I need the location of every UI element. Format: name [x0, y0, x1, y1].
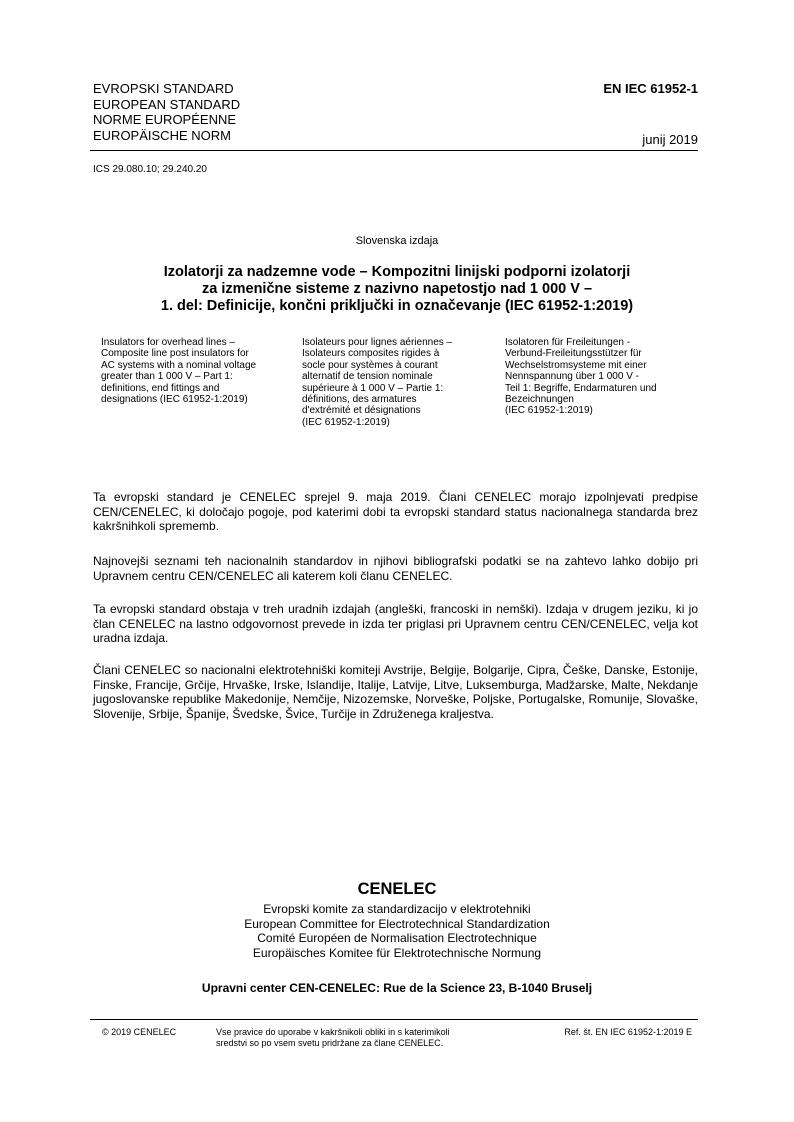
- committee-name-de: Europäisches Komitee für Elektrotechnische Normung: [252, 945, 542, 960]
- committee-names: [0, 902, 794, 960]
- translation-line: greater than 1 000 V – Part 1:: [101, 371, 233, 383]
- translation-line: Isolateurs pour lignes aériennes –: [302, 337, 453, 348]
- standard-name-sl: EVROPSKI STANDARD: [93, 81, 234, 96]
- translation-line: Isolatoren für Freileitungen -: [505, 337, 631, 348]
- standard-number: EN IEC 61952-1: [603, 81, 698, 96]
- title-line: 1. del: Definicije, končni priključki in označevanje (IEC 61952-1:2019): [160, 298, 634, 314]
- translation-line: définitions, des armatures: [302, 394, 417, 406]
- publication-date: junij 2019: [642, 132, 698, 147]
- translation-line: AC systems with a nominal voltage: [101, 359, 257, 371]
- translation-line: designations (IEC 61952-1:2019): [101, 394, 248, 406]
- title-line: za izmenične sisteme z nazivno napetostjo nad 1 000 V –: [201, 281, 593, 297]
- committee-name-fr: Comité Européen de Normalisation Electrotechnique: [257, 931, 537, 945]
- translation-line: (IEC 61952-1:2019): [505, 405, 593, 417]
- title-line: Izolatorji za nadzemne vode – Kompozitni linijski podporni izolatorji: [163, 264, 631, 280]
- translation-line: Wechselstromsysteme mit einer: [505, 359, 647, 371]
- footer-divider: [90, 1019, 698, 1020]
- body-paragraph-members: Člani CENELEC so nacionalni elektrotehniški komiteji Avstrije, Belgije, Bolgarije, Cipra, Češke, Danske, Estonije, Finske, Francije, Grčije, Hrvaške, Irske, Islandije, Italije, Latvije, Litve, Luksemburga, Madžarske, Malte, Nekdanje jugoslovanske republike Makedonije, Nemčije, Nizozemske, Norveške, Poljske, Portugalske, Romunije, Slovaške, Slovenije, Srbije, Španije, Švedske, Švice, Turčije in Združenega kraljestva.: [93, 663, 698, 721]
- translation-line: Insulators for overhead lines –: [101, 337, 235, 348]
- body-paragraph-adoption: Ta evropski standard je CENELEC sprejel 9. maja 2019. Člani CENELEC morajo izpolnjevati predpise CEN/CENELEC, ki določajo pogoje, pod katerimi dobi ta evropski standard status nacionalnega standarda brez kakršnihkoli sprememb.: [93, 490, 698, 533]
- translation-line: definitions, end fittings and: [101, 382, 220, 394]
- translation-line: supérieure à 1 000 V – Partie 1:: [302, 382, 444, 394]
- translation-line: Nennspannung über 1 000 V -: [505, 371, 639, 383]
- standard-name-en: EUROPEAN STANDARD: [93, 96, 241, 112]
- translation-line: Composite line post insulators for: [101, 348, 249, 360]
- translation-line: socle pour systèmes à courant: [302, 359, 438, 371]
- translation-line: alternatif de tension nominale: [302, 371, 433, 383]
- committee-name-en: European Committee for Electrotechnical Standardization: [244, 916, 550, 931]
- translation-line: d'extrémité et désignations: [302, 405, 421, 417]
- body-paragraph-lists: Najnovejši seznami teh nacionalnih standardov in njihovi bibliografski podatki se na zahtevo lahko dobijo pri Upravnem centru CEN/CENELEC ali katerem koli članu CENELEC.: [93, 554, 698, 583]
- organization-name: CENELEC: [357, 880, 437, 898]
- ics-codes: ICS 29.080.10; 29.240.20: [93, 164, 207, 175]
- standard-names: [93, 81, 240, 143]
- header-divider: [90, 150, 698, 151]
- footer-rights-line: sredstvi so po vsem svetu pridržane za člane CENELEC.: [216, 1038, 444, 1048]
- body-paragraph-versions: Ta evropski standard obstaja v treh uradnih izdajah (angleški, francoski in nemški). Izdaja v drugem jeziku, ki jo član CENELEC na lastno odgovornost prevede in izda ter priglasi pri Upravnem centru CEN/CENELEC, velja kot uradna izdaja.: [93, 602, 698, 645]
- document-title: [90, 264, 704, 315]
- translation-line: Teil 1: Begriffe, Endarmaturen und: [505, 382, 657, 394]
- translation-line: Bezeichnungen: [505, 394, 574, 406]
- title-french: [302, 337, 494, 428]
- edition-label: Slovenska izdaja: [355, 235, 439, 247]
- footer-rights: [216, 1027, 516, 1049]
- standard-name-fr: NORME EUROPÉENNE: [93, 112, 237, 127]
- footer-reference: Ref. št. EN IEC 61952-1:2019 E: [564, 1027, 692, 1037]
- title-english: [101, 337, 293, 405]
- footer-rights-line: Vse pravice do uporabe v kakršnikoli obliki in s katerimikoli: [216, 1027, 450, 1037]
- standard-name-de: EUROPÄISCHE NORM: [93, 127, 231, 143]
- title-german: [505, 337, 697, 417]
- translation-line: Verbund-Freileitungsstützer für: [505, 348, 642, 360]
- translation-line: (IEC 61952-1:2019): [302, 416, 390, 428]
- management-centre-address: Upravni center CEN-CENELEC: Rue de la Science 23, B-1040 Bruselj: [201, 981, 593, 995]
- committee-name-sl: Evropski komite za standardizacijo v elektrotehniki: [263, 902, 531, 916]
- translation-line: Isolateurs composites rigides à: [302, 348, 440, 360]
- footer-copyright: © 2019 CENELEC: [102, 1027, 177, 1037]
